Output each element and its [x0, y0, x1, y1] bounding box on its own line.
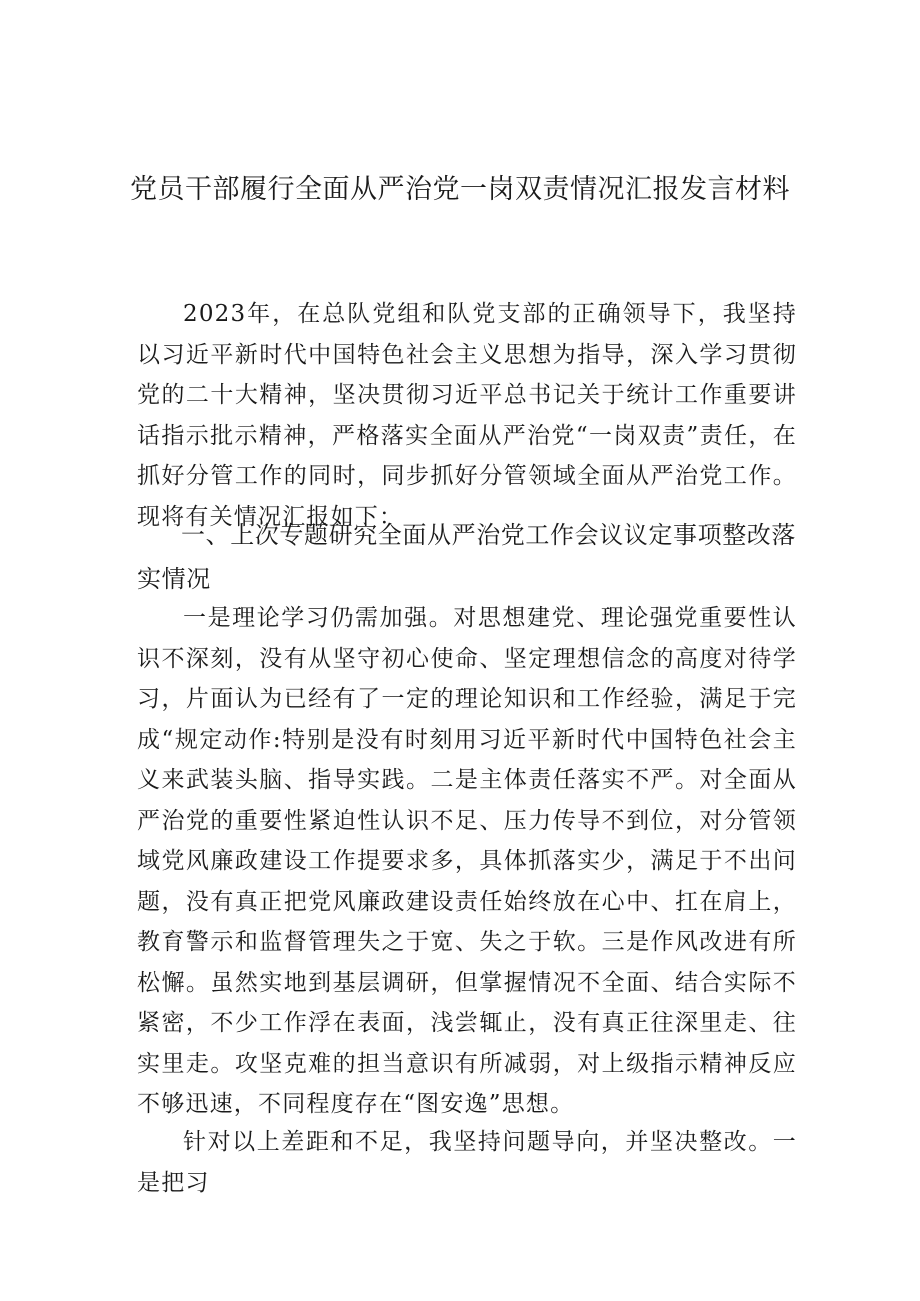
section-paragraph: 一是理论学习仍需加强。对思想建党、理论强党重要性认识不深刻，没有从坚守初心使命、坚定理想信念的高度对待学习，片面认为已经有了一定的理论知识和工作经验，满足于完成“规定动作:特别是没有时刻用习近平新时代中国特色社会主义来武装头脑、指导实践。二是主体责任落实不严。对全面从严治党的重要性紧迫性认识不足、压力传导不到位，对分管领域党风廉政建设工作提要求多，具体抓落实少，满足于不出问题，没有真正把党风廉政建设责任始终放在心中、扛在肩上，教育警示和监督管理失之于宽、失之于软。三是作风改进有所松懈。虽然实地到基层调研，但掌握情况不全面、结合实际不紧密，不少工作浮在表面，浅尝辄止，没有真正往深里走、往实里走。攻坚克难的担当意识有所减弱，对上级指示精神反应不够迅速，不同程度存在“图安逸”思想。: [137, 605, 797, 1117]
document-title: 党员干部履行全面从严治党一岗双责情况汇报发言材料: [130, 174, 790, 205]
section-heading: 一、上次专题研究全面从严治党工作会议议定事项整改落实情况: [137, 521, 796, 593]
closing-paragraph: 针对以上差距和不足，我坚持问题导向，并坚决整改。一是把习: [137, 1129, 797, 1196]
intro-paragraph: 2023年，在总队党组和队党支部的正确领导下，我坚持以习近平新时代中国特色社会主义思想为指导，深入学习贯彻党的二十大精神，坚决贯彻习近平总书记关于统计工作重要讲话指示批示精神，严格落实全面从严治党“一岗双责”责任，在抓好分管工作的同时，同步抓好分管领域全面从严治党工作。现将有关情况汇报如下：: [137, 301, 797, 530]
